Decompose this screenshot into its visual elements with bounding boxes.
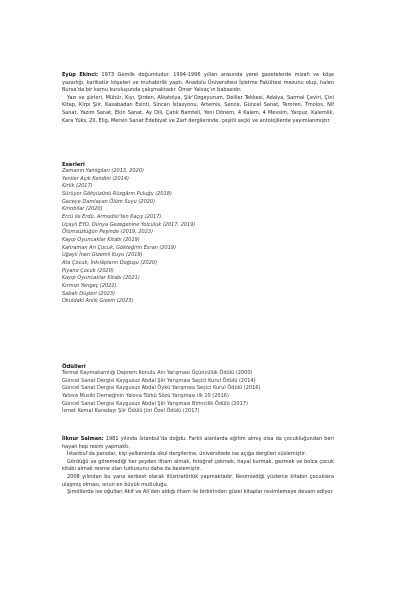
work-item: Kayıp Oyuncaklar Kitabı (2019) bbox=[62, 236, 140, 243]
author1-name: Eyüp Ekinci: bbox=[62, 72, 99, 78]
works-list bbox=[62, 168, 334, 306]
author2-bio-paragraph-2: İstanbul’da panolar, kişi yelkeninda okul dergilerine, üniversitede ise açığa dergileri süslemiştir. bbox=[67, 451, 307, 458]
work-item: Okuldaki Anlık Gizem (2023) bbox=[62, 298, 134, 305]
award-item: İsmet Kemal Karadayı Şiir Ödülü Jüri Özel Ödülü (2017) bbox=[62, 408, 200, 415]
work-item: Uçaylı EYO, Dünya Gezegenine Yolculuk (2017, 2019) bbox=[62, 221, 196, 228]
work-item: Uğaylı İnen Gizemli Kuyu (2019) bbox=[62, 252, 143, 259]
author1-bio-block bbox=[62, 72, 334, 125]
works-heading: Eserleri bbox=[62, 162, 85, 168]
work-item: Ercü ile Erdü, Armodisi’ten Kaçış (2017) bbox=[62, 213, 162, 220]
author1-bio-text-1: 1973 Gemlik doğumludur. 1994-1996 yılları arasında yerel gazetelerde mizah ve köşe yazarlığı, karikatür köşeleri ve muhabirlik yaptı. Anadolu Üniversitesi İşletme Fakültesi mezunu olup, halen Bursa’da bir kamu kuruluşunda çalışmaktadır. Ömer Yalvaç’ın babasıdır. bbox=[62, 72, 335, 94]
work-item: Kayıp Oyuncaklar Kitabı (2021) bbox=[62, 275, 140, 282]
author2-bio-block bbox=[62, 436, 334, 497]
author2-bio-paragraph-5: Şimdilerde ise oğulları Akif ve Ali’den aldığı ilham ile birbirinden güzel kitaplar resimlemeye devam ediyor. bbox=[67, 489, 334, 496]
work-item: Kırmızı Yengeç (2022) bbox=[62, 282, 117, 289]
awards-section bbox=[62, 364, 334, 416]
award-item: Termal Kaymakamlığı Deprem Konulu Anı Yarışması Üçüncülük Ödülü (2000) bbox=[62, 370, 253, 376]
work-item: Ölümsüzlüğün Peşinde (2019, 2023) bbox=[62, 229, 154, 236]
work-item: Kahraman Arı Çocuk, Gökteğirin Esran (2019) bbox=[62, 244, 177, 251]
work-item: Zamanın Yanılgıları (2013, 2020) bbox=[62, 168, 144, 174]
work-item: Sabah Düşleri (2023) bbox=[62, 290, 115, 297]
award-item: Yalova Musiki Derneğinin Yalova Türkü Sözü Yarışması ilk 10 (2016) bbox=[62, 392, 229, 399]
author1-bio-paragraph-2: Yazı ve şiirleri, Mühür, Kıyı, Şirden, Alkatolya, Şiir’Ozgeyurum, Deliler Tekkesi, Adalya, Sarmal Çeviri, Çini Kitap, Kirpi Şiir, Kasabadan Esinti, Sincan İstasyonu, Artemis, Sence, Güncel Sanat, Temren, Tmolos, Nif Sanat, Yazım Sanat, Ekin Sanat, Ay Dili, Çatık Bamteli, Yeni Dönem, 4 Kalem, 4 Mevsim, Yarpuz, Kalemlik, Kara Yüks, Zil, Elig, Mersin Sanat Edebiyat ve Zarf dergilerinde, çeşitli seçki ve antolojilerde yayımlanmıştır. bbox=[62, 94, 334, 124]
award-item: Güncel Sanat Dergisi Kaygusuz Abdal Şiir Yarışması Birincilik Ödülü (2017) bbox=[62, 400, 248, 407]
work-item: Geceye Damlayan Ölüm Suyu (2020) bbox=[62, 198, 156, 205]
awards-list bbox=[62, 370, 334, 416]
author2-bio-paragraph-1 bbox=[62, 436, 334, 451]
author2-bio-text-1: 1981 yılında İstanbul’da doğdu. Farklı alanlarda eğitim almış olsa da çocukluğundan beri hayali hep resim yapmaktı. bbox=[62, 436, 334, 450]
author2-bio-paragraph-3: Gördüğü ve göremediği her şeyden ilham almak, fotoğraf çekmek, hayal kurmak, gezmek ve bolca çocuk kitabı almak resme olan tutkusunu daha da beslemiştir. bbox=[62, 458, 334, 473]
author2-bio-paragraph-4: 2008 yılından bu yana serbest olarak illüstratörlük yapmaktadır. Resimlediği yüzlerce kitabın çocuklara ulaşmış olması, onun en büyük mutluluğu. bbox=[62, 473, 334, 488]
works-section bbox=[62, 162, 334, 306]
work-item: Sürüyor Gökyüzünü Rüzgârın Puluğu (2018) bbox=[62, 190, 172, 197]
awards-heading: Ödülleri bbox=[62, 364, 86, 370]
work-item: Kirinbilar (2020) bbox=[62, 206, 103, 213]
work-item: Ata Çocuk, İnkılâpların Doğuşu (2020) bbox=[62, 259, 158, 266]
work-item: Kirlik (2017) bbox=[62, 183, 93, 190]
award-item: Güncel Sanat Dergisi Kaygusuz Abdal Öykü Yarışması Seçici Kurul Ödülü (2016) bbox=[62, 385, 261, 392]
work-item: Yeniler Açık Kendini (2014) bbox=[62, 175, 129, 182]
author2-name: İlknur Salman: bbox=[62, 436, 104, 442]
work-item: Piyano Çocuk (2020) bbox=[62, 267, 114, 274]
author1-bio-paragraph-1 bbox=[62, 72, 334, 95]
award-item: Güncel Sanat Dergisi Kaygusuz Abdal Şiir Yarışması Seçici Kurul Ödülü (2014) bbox=[62, 377, 256, 384]
